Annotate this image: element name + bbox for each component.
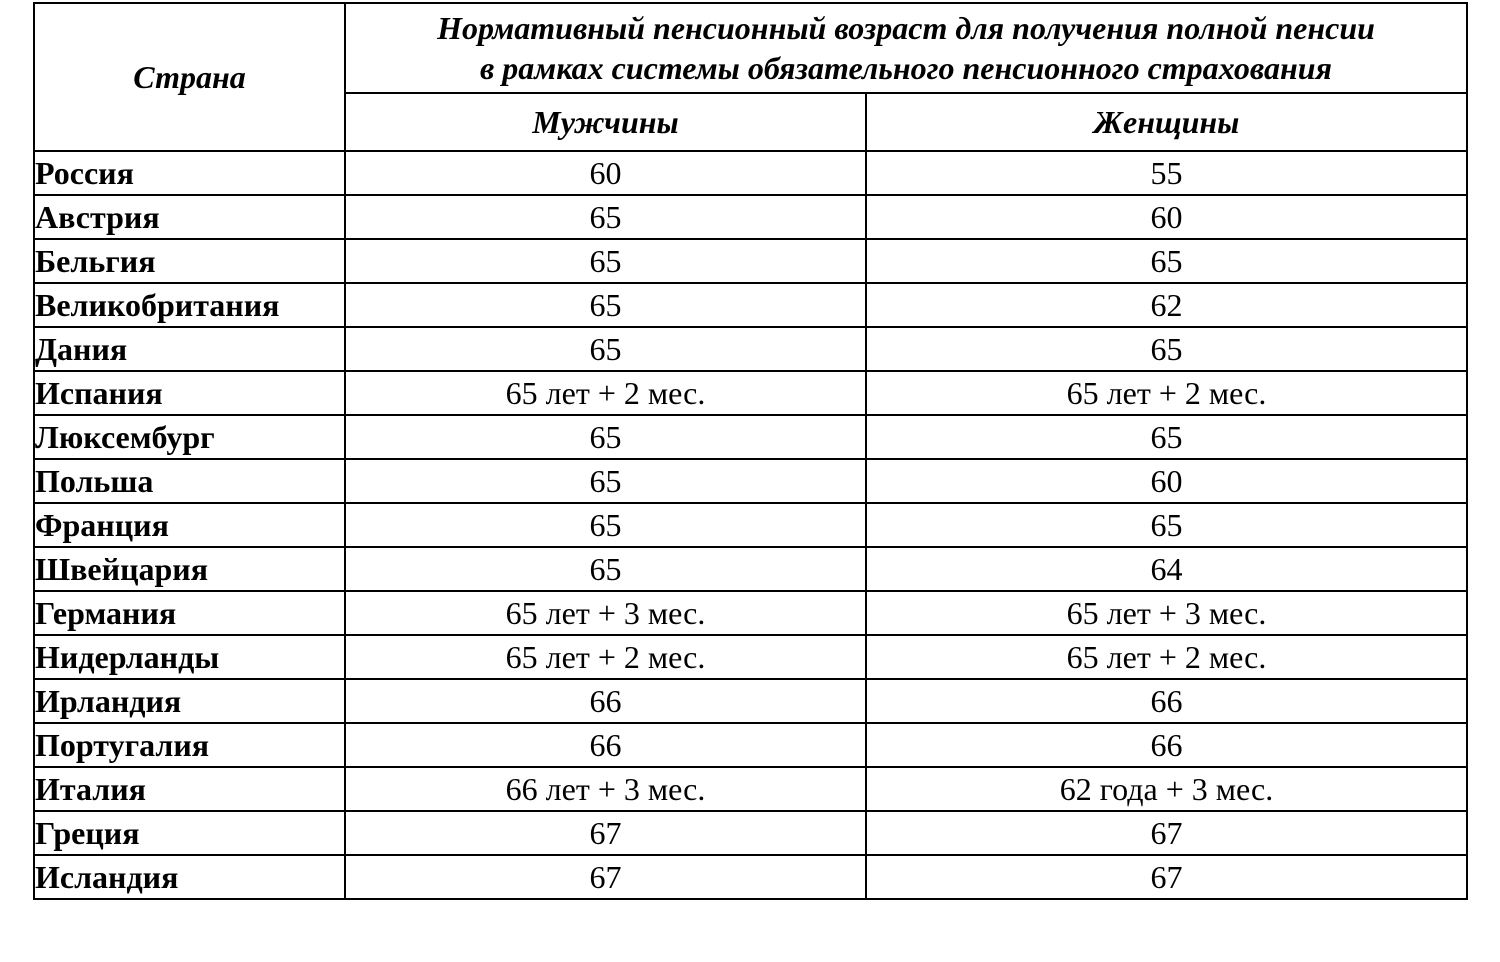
table-row [34, 195, 1467, 239]
women-age-cell: 60 [866, 195, 1467, 239]
table-row [34, 283, 1467, 327]
women-age-cell: 62 года + 3 мес. [866, 767, 1467, 811]
men-age-cell: 60 [345, 151, 866, 195]
table-row [34, 591, 1467, 635]
women-age-cell: 65 [866, 239, 1467, 283]
women-age-cell: 65 [866, 415, 1467, 459]
country-cell: Польша [34, 459, 345, 503]
country-cell: Франция [34, 503, 345, 547]
men-age-cell: 65 [345, 459, 866, 503]
women-age-cell: 60 [866, 459, 1467, 503]
women-age-cell: 64 [866, 547, 1467, 591]
women-age-cell: 65 лет + 2 мес. [866, 635, 1467, 679]
women-age-cell: 62 [866, 283, 1467, 327]
women-age-cell: 66 [866, 723, 1467, 767]
table-row [34, 415, 1467, 459]
table-row [34, 371, 1467, 415]
country-cell: Италия [34, 767, 345, 811]
table-row [34, 151, 1467, 195]
table-row [34, 723, 1467, 767]
men-age-cell: 66 лет + 3 мес. [345, 767, 866, 811]
women-age-cell: 66 [866, 679, 1467, 723]
men-header: Мужчины [345, 93, 866, 151]
country-cell: Исландия [34, 855, 345, 899]
group-header-line-2: в рамках системы обязательного пенсионного страхования [479, 50, 1332, 86]
country-cell: Ирландия [34, 679, 345, 723]
men-age-cell: 65 [345, 195, 866, 239]
table-row [34, 635, 1467, 679]
table-row [34, 767, 1467, 811]
table-row [34, 459, 1467, 503]
men-age-cell: 65 [345, 547, 866, 591]
country-cell: Нидерланды [34, 635, 345, 679]
men-age-cell: 65 [345, 327, 866, 371]
country-cell: Бельгия [34, 239, 345, 283]
country-cell: Великобритания [34, 283, 345, 327]
men-age-cell: 65 лет + 2 мес. [345, 371, 866, 415]
men-age-cell: 65 [345, 415, 866, 459]
women-header: Женщины [866, 93, 1467, 151]
country-cell: Испания [34, 371, 345, 415]
table-row [34, 327, 1467, 371]
pension-age-group-header [345, 3, 1467, 93]
men-age-cell: 65 [345, 283, 866, 327]
country-cell: Люксембург [34, 415, 345, 459]
country-header: Страна [34, 3, 345, 151]
country-cell: Швейцария [34, 547, 345, 591]
country-cell: Греция [34, 811, 345, 855]
women-age-cell: 65 [866, 327, 1467, 371]
pension-age-table [33, 2, 1468, 900]
table-row [34, 811, 1467, 855]
country-cell: Австрия [34, 195, 345, 239]
country-cell: Россия [34, 151, 345, 195]
men-age-cell: 65 лет + 3 мес. [345, 591, 866, 635]
men-age-cell: 66 [345, 723, 866, 767]
men-age-cell: 67 [345, 811, 866, 855]
men-age-cell: 65 лет + 2 мес. [345, 635, 866, 679]
men-age-cell: 65 [345, 503, 866, 547]
country-cell: Португалия [34, 723, 345, 767]
country-cell: Германия [34, 591, 345, 635]
men-age-cell: 67 [345, 855, 866, 899]
women-age-cell: 65 лет + 3 мес. [866, 591, 1467, 635]
header-row [34, 3, 1467, 93]
group-header-line-1: Нормативный пенсионный возраст для получения полной пенсии [437, 10, 1375, 46]
women-age-cell: 67 [866, 855, 1467, 899]
table-row [34, 679, 1467, 723]
country-cell: Дания [34, 327, 345, 371]
men-age-cell: 66 [345, 679, 866, 723]
table-body [34, 151, 1467, 899]
table-row [34, 855, 1467, 899]
table-row [34, 503, 1467, 547]
table-row [34, 547, 1467, 591]
men-age-cell: 65 [345, 239, 866, 283]
women-age-cell: 67 [866, 811, 1467, 855]
women-age-cell: 65 [866, 503, 1467, 547]
table-row [34, 239, 1467, 283]
women-age-cell: 55 [866, 151, 1467, 195]
women-age-cell: 65 лет + 2 мес. [866, 371, 1467, 415]
